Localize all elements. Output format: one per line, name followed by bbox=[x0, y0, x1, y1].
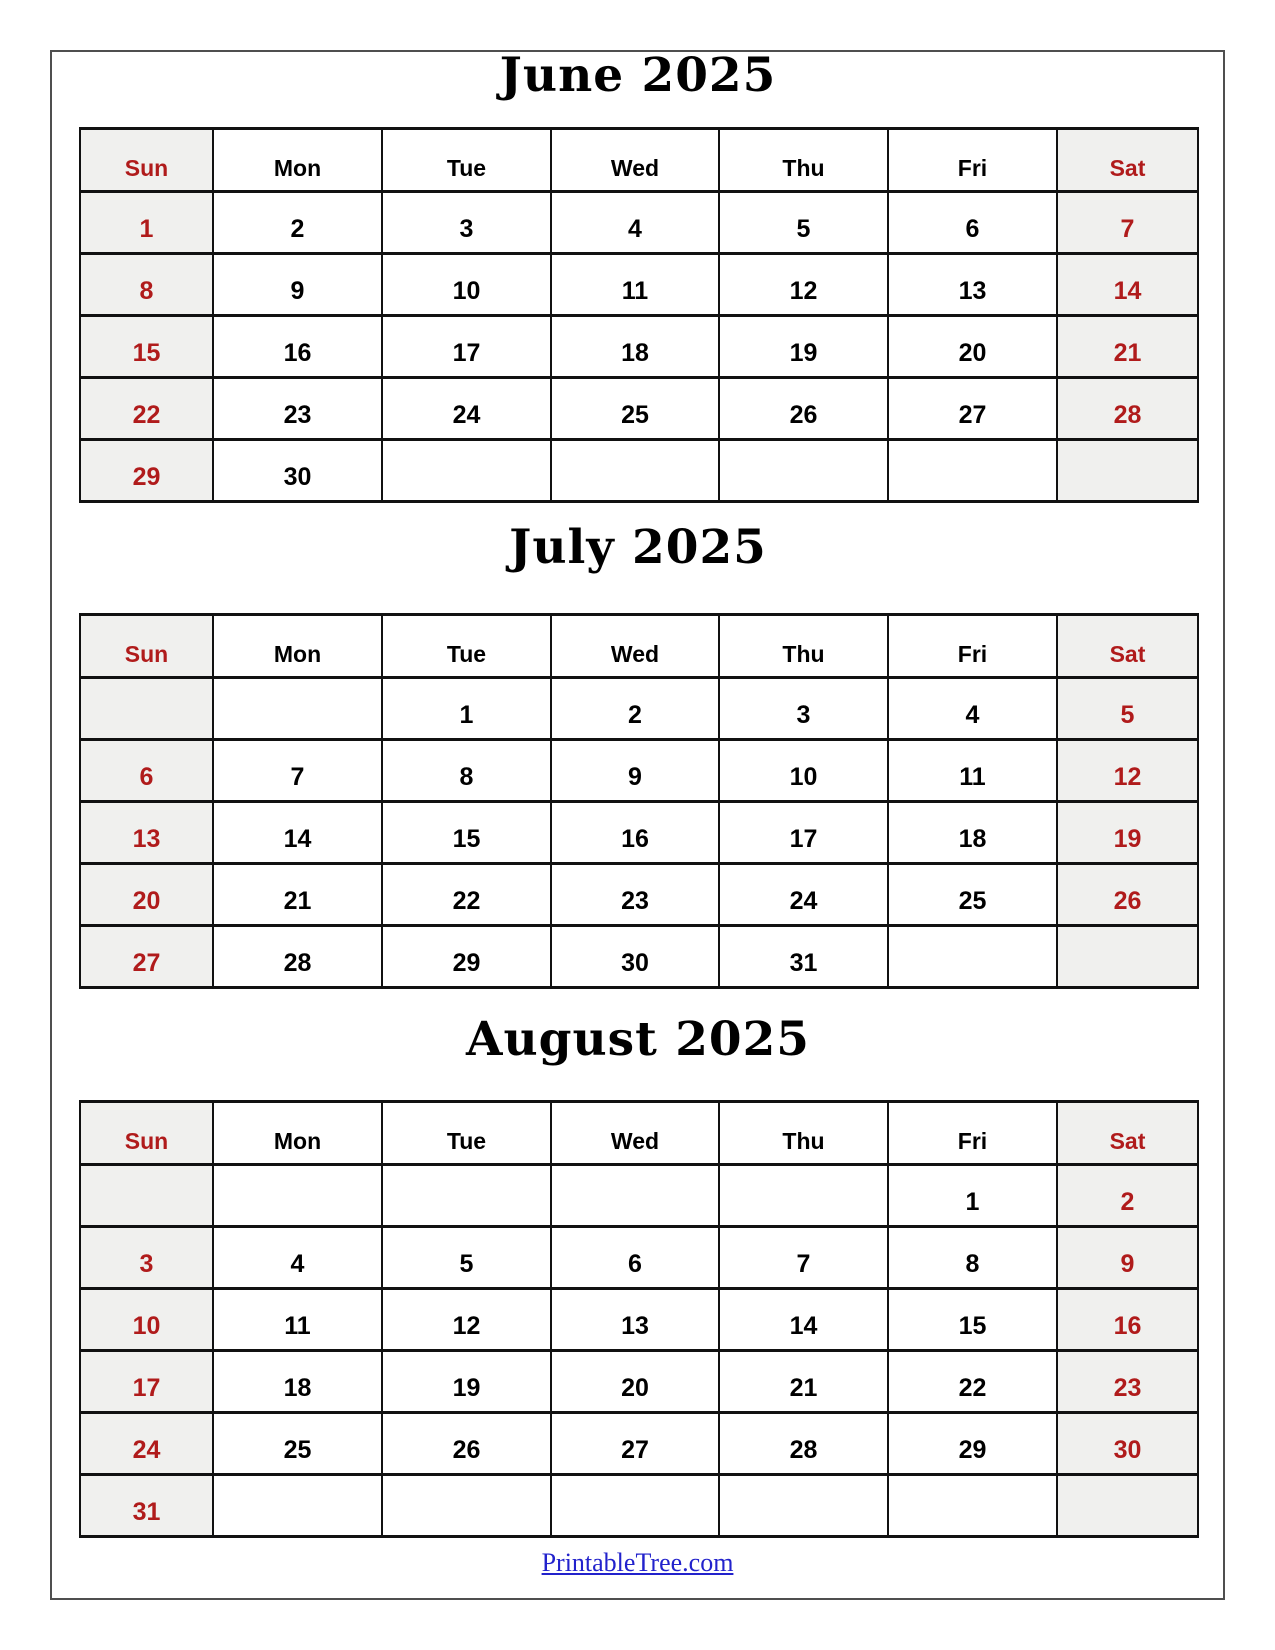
date-cell: 27 bbox=[888, 378, 1057, 440]
day-header-thu: Thu bbox=[719, 615, 888, 678]
date-cell: 30 bbox=[1057, 1413, 1198, 1475]
date-cell: 5 bbox=[1057, 678, 1198, 740]
empty-date-cell bbox=[1057, 440, 1198, 502]
date-cell: 1 bbox=[382, 678, 551, 740]
week-row bbox=[80, 1475, 1198, 1537]
date-cell: 25 bbox=[888, 864, 1057, 926]
date-cell: 12 bbox=[1057, 740, 1198, 802]
date-cell: 3 bbox=[719, 678, 888, 740]
empty-date-cell bbox=[551, 1475, 719, 1537]
empty-date-cell bbox=[888, 926, 1057, 988]
date-cell: 27 bbox=[551, 1413, 719, 1475]
day-header-fri: Fri bbox=[888, 129, 1057, 192]
week-row bbox=[80, 192, 1198, 254]
date-cell: 16 bbox=[551, 802, 719, 864]
date-cell: 8 bbox=[888, 1227, 1057, 1289]
date-cell: 13 bbox=[80, 802, 213, 864]
date-cell: 20 bbox=[551, 1351, 719, 1413]
month-title-august: August 2025 bbox=[465, 1012, 811, 1067]
date-cell: 29 bbox=[888, 1413, 1057, 1475]
week-row bbox=[80, 740, 1198, 802]
day-header-sat: Sat bbox=[1057, 615, 1198, 678]
month-title-june: June 2025 bbox=[499, 48, 777, 103]
date-cell: 25 bbox=[213, 1413, 382, 1475]
empty-date-cell bbox=[213, 1475, 382, 1537]
date-cell: 1 bbox=[888, 1165, 1057, 1227]
date-cell: 15 bbox=[888, 1289, 1057, 1351]
date-cell: 18 bbox=[551, 316, 719, 378]
calendar-table-august bbox=[79, 1100, 1199, 1538]
day-header-wed: Wed bbox=[551, 615, 719, 678]
date-cell: 12 bbox=[719, 254, 888, 316]
date-cell: 8 bbox=[80, 254, 213, 316]
date-cell: 14 bbox=[719, 1289, 888, 1351]
empty-date-cell bbox=[80, 678, 213, 740]
date-cell: 22 bbox=[80, 378, 213, 440]
date-cell: 20 bbox=[80, 864, 213, 926]
week-row bbox=[80, 802, 1198, 864]
date-cell: 13 bbox=[888, 254, 1057, 316]
calendar-table-june bbox=[79, 127, 1199, 503]
date-cell: 29 bbox=[80, 440, 213, 502]
empty-date-cell bbox=[382, 1165, 551, 1227]
date-cell: 5 bbox=[719, 192, 888, 254]
date-cell: 2 bbox=[1057, 1165, 1198, 1227]
week-row bbox=[80, 316, 1198, 378]
week-row bbox=[80, 1413, 1198, 1475]
empty-date-cell bbox=[1057, 1475, 1198, 1537]
date-cell: 5 bbox=[382, 1227, 551, 1289]
date-cell: 11 bbox=[888, 740, 1057, 802]
date-cell: 14 bbox=[213, 802, 382, 864]
date-cell: 23 bbox=[551, 864, 719, 926]
week-row bbox=[80, 1351, 1198, 1413]
day-header-thu: Thu bbox=[719, 129, 888, 192]
day-header-tue: Tue bbox=[382, 615, 551, 678]
date-cell: 7 bbox=[213, 740, 382, 802]
empty-date-cell bbox=[719, 440, 888, 502]
date-cell: 2 bbox=[551, 678, 719, 740]
day-header-sat: Sat bbox=[1057, 1102, 1198, 1165]
day-header-sun: Sun bbox=[80, 615, 213, 678]
date-cell: 6 bbox=[888, 192, 1057, 254]
date-cell: 31 bbox=[80, 1475, 213, 1537]
date-cell: 10 bbox=[80, 1289, 213, 1351]
date-cell: 9 bbox=[213, 254, 382, 316]
date-cell: 20 bbox=[888, 316, 1057, 378]
date-cell: 3 bbox=[382, 192, 551, 254]
date-cell: 9 bbox=[551, 740, 719, 802]
empty-date-cell bbox=[551, 440, 719, 502]
date-cell: 24 bbox=[382, 378, 551, 440]
date-cell: 10 bbox=[382, 254, 551, 316]
date-cell: 26 bbox=[1057, 864, 1198, 926]
date-cell: 11 bbox=[213, 1289, 382, 1351]
date-cell: 30 bbox=[213, 440, 382, 502]
date-cell: 28 bbox=[213, 926, 382, 988]
date-cell: 19 bbox=[1057, 802, 1198, 864]
date-cell: 8 bbox=[382, 740, 551, 802]
date-cell: 1 bbox=[80, 192, 213, 254]
day-header-fri: Fri bbox=[888, 615, 1057, 678]
footer bbox=[0, 1548, 1275, 1578]
empty-date-cell bbox=[80, 1165, 213, 1227]
date-cell: 6 bbox=[551, 1227, 719, 1289]
week-row bbox=[80, 864, 1198, 926]
day-header-thu: Thu bbox=[719, 1102, 888, 1165]
date-cell: 23 bbox=[213, 378, 382, 440]
week-row bbox=[80, 440, 1198, 502]
date-cell: 15 bbox=[80, 316, 213, 378]
day-header-sat: Sat bbox=[1057, 129, 1198, 192]
date-cell: 24 bbox=[80, 1413, 213, 1475]
date-cell: 11 bbox=[551, 254, 719, 316]
day-header-sun: Sun bbox=[80, 129, 213, 192]
date-cell: 29 bbox=[382, 926, 551, 988]
date-cell: 13 bbox=[551, 1289, 719, 1351]
date-cell: 14 bbox=[1057, 254, 1198, 316]
week-row bbox=[80, 254, 1198, 316]
date-cell: 19 bbox=[382, 1351, 551, 1413]
week-row bbox=[80, 1165, 1198, 1227]
date-cell: 23 bbox=[1057, 1351, 1198, 1413]
date-cell: 18 bbox=[213, 1351, 382, 1413]
date-cell: 12 bbox=[382, 1289, 551, 1351]
date-cell: 16 bbox=[1057, 1289, 1198, 1351]
day-header-row bbox=[80, 1102, 1198, 1165]
empty-date-cell bbox=[551, 1165, 719, 1227]
date-cell: 4 bbox=[551, 192, 719, 254]
empty-date-cell bbox=[888, 1475, 1057, 1537]
day-header-tue: Tue bbox=[382, 129, 551, 192]
date-cell: 16 bbox=[213, 316, 382, 378]
date-cell: 26 bbox=[719, 378, 888, 440]
date-cell: 7 bbox=[719, 1227, 888, 1289]
day-header-sun: Sun bbox=[80, 1102, 213, 1165]
date-cell: 26 bbox=[382, 1413, 551, 1475]
day-header-wed: Wed bbox=[551, 129, 719, 192]
date-cell: 9 bbox=[1057, 1227, 1198, 1289]
date-cell: 7 bbox=[1057, 192, 1198, 254]
date-cell: 4 bbox=[888, 678, 1057, 740]
day-header-tue: Tue bbox=[382, 1102, 551, 1165]
date-cell: 28 bbox=[1057, 378, 1198, 440]
date-cell: 17 bbox=[382, 316, 551, 378]
empty-date-cell bbox=[719, 1165, 888, 1227]
date-cell: 3 bbox=[80, 1227, 213, 1289]
week-row bbox=[80, 926, 1198, 988]
empty-date-cell bbox=[213, 678, 382, 740]
day-header-fri: Fri bbox=[888, 1102, 1057, 1165]
date-cell: 2 bbox=[213, 192, 382, 254]
date-cell: 17 bbox=[719, 802, 888, 864]
day-header-mon: Mon bbox=[213, 1102, 382, 1165]
date-cell: 6 bbox=[80, 740, 213, 802]
date-cell: 28 bbox=[719, 1413, 888, 1475]
empty-date-cell bbox=[213, 1165, 382, 1227]
date-cell: 31 bbox=[719, 926, 888, 988]
week-row bbox=[80, 1289, 1198, 1351]
date-cell: 22 bbox=[888, 1351, 1057, 1413]
date-cell: 15 bbox=[382, 802, 551, 864]
date-cell: 19 bbox=[719, 316, 888, 378]
date-cell: 22 bbox=[382, 864, 551, 926]
day-header-wed: Wed bbox=[551, 1102, 719, 1165]
date-cell: 25 bbox=[551, 378, 719, 440]
empty-date-cell bbox=[719, 1475, 888, 1537]
date-cell: 21 bbox=[1057, 316, 1198, 378]
week-row bbox=[80, 678, 1198, 740]
date-cell: 21 bbox=[213, 864, 382, 926]
date-cell: 10 bbox=[719, 740, 888, 802]
date-cell: 24 bbox=[719, 864, 888, 926]
week-row bbox=[80, 378, 1198, 440]
date-cell: 18 bbox=[888, 802, 1057, 864]
empty-date-cell bbox=[382, 1475, 551, 1537]
empty-date-cell bbox=[888, 440, 1057, 502]
day-header-mon: Mon bbox=[213, 615, 382, 678]
date-cell: 27 bbox=[80, 926, 213, 988]
date-cell: 4 bbox=[213, 1227, 382, 1289]
month-title-july: July 2025 bbox=[509, 520, 767, 575]
date-cell: 21 bbox=[719, 1351, 888, 1413]
date-cell: 17 bbox=[80, 1351, 213, 1413]
week-row bbox=[80, 1227, 1198, 1289]
calendar-table-july bbox=[79, 613, 1199, 989]
empty-date-cell bbox=[382, 440, 551, 502]
day-header-mon: Mon bbox=[213, 129, 382, 192]
day-header-row bbox=[80, 129, 1198, 192]
day-header-row bbox=[80, 615, 1198, 678]
footer-site-link[interactable]: PrintableTree.com bbox=[541, 1548, 734, 1577]
date-cell: 30 bbox=[551, 926, 719, 988]
empty-date-cell bbox=[1057, 926, 1198, 988]
